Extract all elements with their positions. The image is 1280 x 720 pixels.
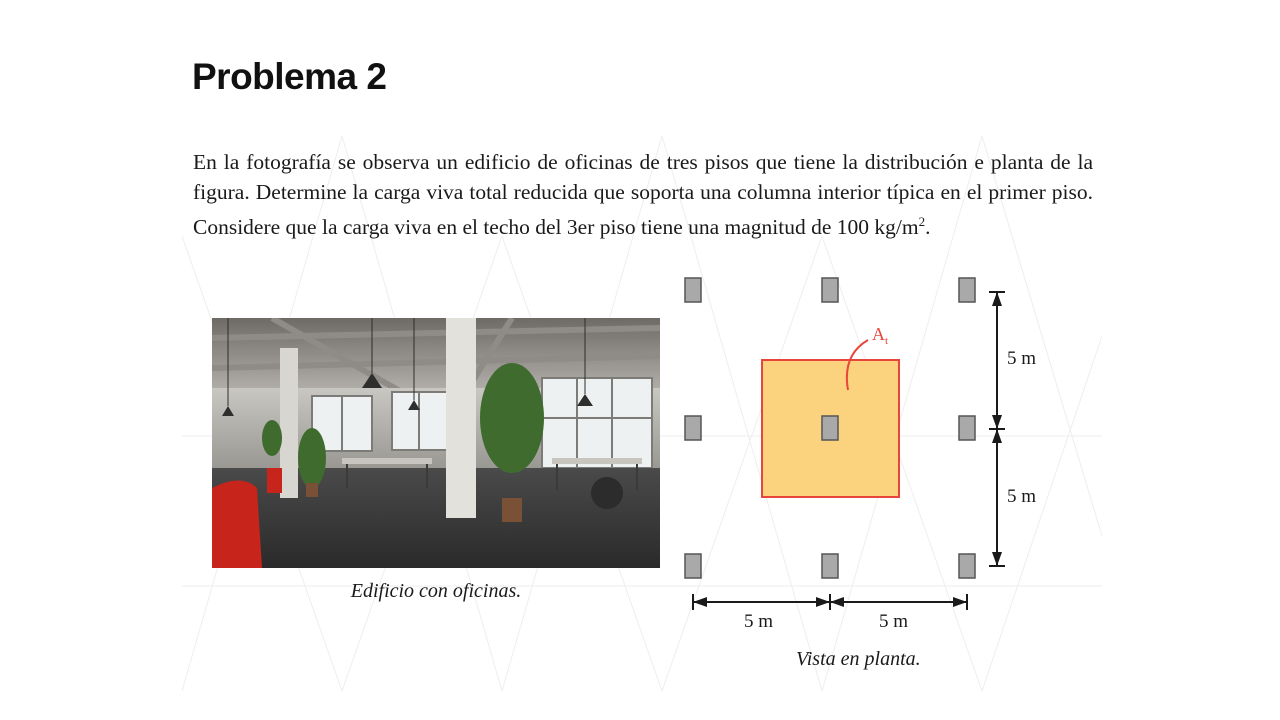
column	[685, 278, 701, 302]
column-interior	[822, 416, 838, 440]
column	[822, 278, 838, 302]
column	[959, 278, 975, 302]
floor-plan	[670, 270, 1090, 670]
column	[822, 554, 838, 578]
column	[685, 416, 701, 440]
area-label: $A_t$	[872, 324, 889, 347]
dim-vertical-bottom: 5 m	[1007, 486, 1037, 507]
problem-statement	[193, 147, 1093, 242]
slide-title: Problema 2	[192, 56, 387, 97]
dim-vertical-top: 5 m	[1007, 348, 1037, 369]
dim-horizontal-right: 5 m	[879, 611, 909, 632]
problem-text-main: En la fotografía se observa un edificio de oficinas de tres pisos que tiene la distribución e planta de la figura. Determine la carga viva total reducida que soporta una columna interior típica en el primer piso. Considere que la carga viva en el techo del 3er piso tiene una magnitud de 100 kg/m	[193, 150, 1093, 240]
problem-text-end: .	[925, 215, 931, 240]
photo-caption: Edificio con oficinas.	[350, 580, 522, 602]
column	[685, 554, 701, 578]
column	[959, 554, 975, 578]
column	[959, 416, 975, 440]
plan-caption: Vista en planta.	[796, 648, 921, 670]
problem-superscript: 2	[918, 214, 926, 229]
dim-horizontal-left: 5 m	[744, 611, 774, 632]
office-photo	[212, 318, 660, 568]
